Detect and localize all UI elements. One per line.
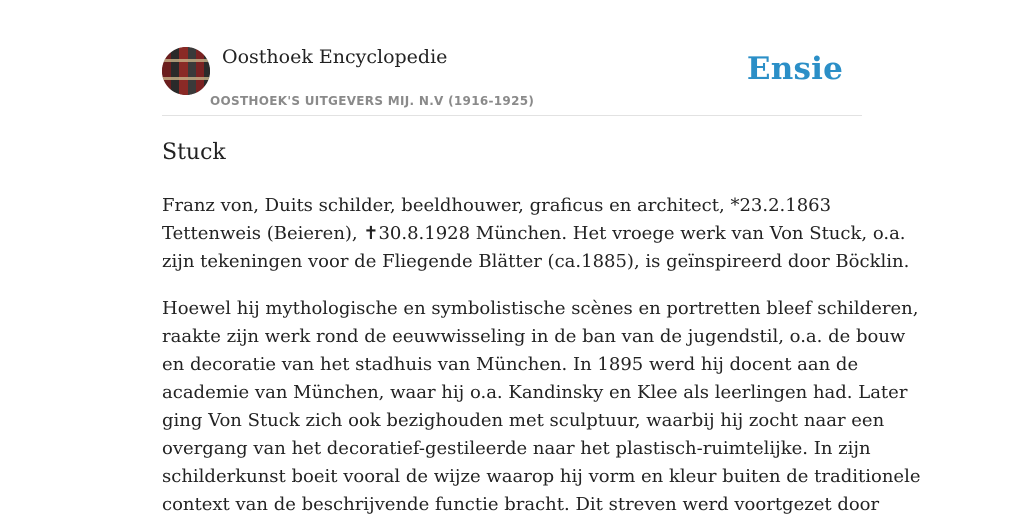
site-header: [162, 46, 862, 116]
article-paragraph-1: [162, 192, 910, 276]
brand-logo[interactable]: Ensie: [746, 51, 843, 87]
paragraph-line: Franz von, Duits schilder, beeldhouwer, graficus en architect, *23.2.1863: [162, 195, 832, 216]
header-divider: [162, 115, 862, 116]
book-spine: [162, 47, 171, 95]
book-spine: [196, 47, 204, 95]
paragraph-line: Hoewel hij mythologische en symbolistische scènes en portretten bleef schilderen,: [162, 298, 919, 319]
book-band: [162, 77, 210, 80]
book-spine: [171, 47, 179, 95]
paragraph-line: academie van München, waar hij o.a. Kandinsky en Klee als leerlingen had. Later: [162, 382, 908, 403]
article-paragraph-2: [162, 295, 921, 519]
paragraph-line: context van de beschrijvende functie bracht. Dit streven werd voortgezet door: [162, 494, 880, 515]
book-spine: [188, 47, 196, 95]
paragraph-line: ging Von Stuck zich ook bezighouden met sculptuur, waarbij hij zocht naar een: [162, 410, 885, 431]
encyclopedia-avatar[interactable]: [162, 47, 210, 95]
paragraph-line: schilderkunst boeit vooral de wijze waarop hij vorm en kleur buiten de traditionele: [162, 466, 921, 487]
book-band: [162, 59, 210, 62]
article-title: Stuck: [162, 140, 226, 165]
book-spine: [204, 47, 210, 95]
publisher-label: OOSTHOEK'S UITGEVERS MIJ. N.V (1916-1925): [210, 94, 535, 108]
site-name[interactable]: Oosthoek Encyclopedie: [222, 46, 448, 68]
paragraph-line: raakte zijn werk rond de eeuwwisseling in de ban van de jugendstil, o.a. de bouw: [162, 326, 906, 347]
paragraph-line: Tettenweis (Beieren), ✝30.8.1928 München. Het vroege werk van Von Stuck, o.a.: [162, 223, 906, 244]
paragraph-line: zijn tekeningen voor de Fliegende Blätter (ca.1885), is geïnspireerd door Böcklin.: [162, 251, 910, 272]
paragraph-line: en decoratie van het stadhuis van München. In 1895 werd hij docent aan de: [162, 354, 859, 375]
paragraph-line: overgang van het decoratief-gestileerde naar het plastisch-ruimtelijke. In zijn: [162, 438, 871, 459]
book-spine: [179, 47, 188, 95]
